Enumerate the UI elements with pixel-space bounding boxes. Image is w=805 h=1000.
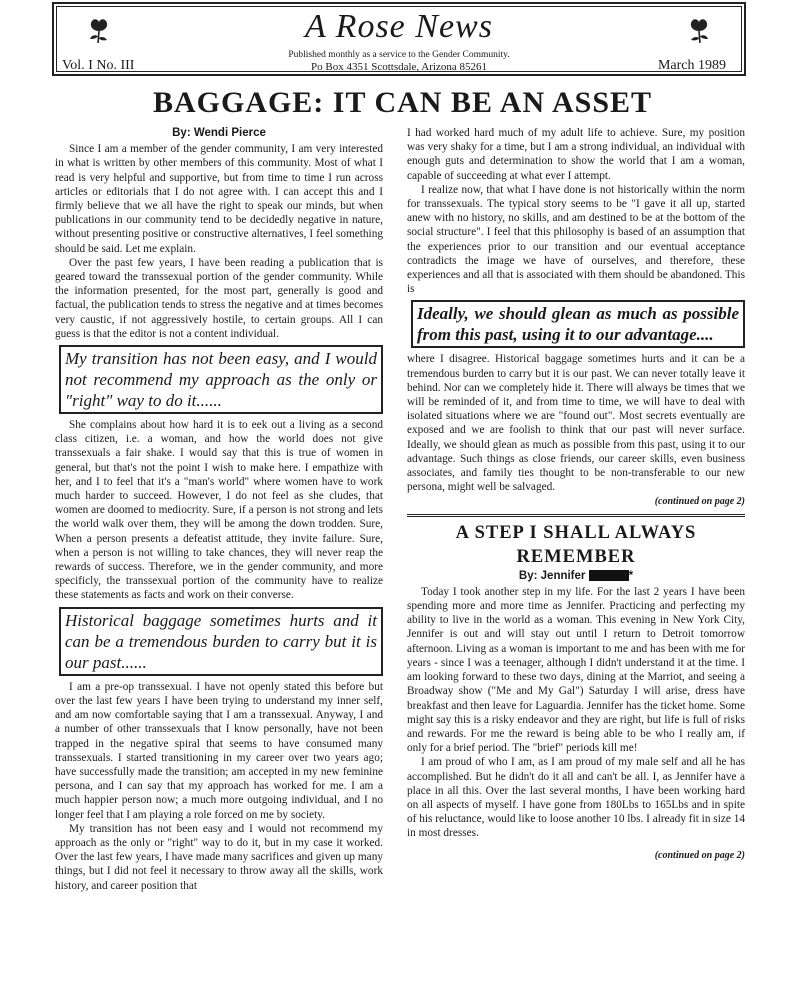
masthead-tagline: Published monthly as a service to the Gender Community.: [288, 50, 510, 60]
article-headline-line2: REMEMBER: [516, 546, 636, 567]
volume-number: Vol. I No. III: [62, 58, 135, 73]
pull-quote: Historical baggage sometimes hurts and it can be a tremendous burden to carry but it is our past......: [59, 607, 383, 676]
byline-text: By: Jennifer: [518, 569, 586, 582]
byline-asterisk: *: [628, 569, 634, 582]
article-byline: By: Wendi Pierce: [172, 127, 266, 139]
column-right: [407, 126, 745, 863]
article-paragraph: She complains about how hard it is to eek out a living as a second class citizen, i.e. a woman, and how the world does not give transsexuals a fair shake. I would say that this is true of women in general, but that's not the point I wish to make here. I empathize with her, and I to feel that it's a "man's world" where women have to work much harder to succeed. However, I do not feel as she cludes, that women are doomed to mediocrity. Sure, if a person is not strong and lets the world walk over them, they will be among the down trodden. Sure, When a person presents a defeatist attitude, they invite failure. Sure, when a person is not willing to take chances, they will never reap the rewards of success. Therefore, we in the gender community, and more specificly, the transsexual portion of the community have to realize these statements as facts and work on their converse.: [55, 419, 383, 602]
section-divider: [407, 514, 745, 517]
article-paragraph: I am proud of who I am, as I am proud of my male self and all he has accomplished. But he didn't do it all and can't be all. I, as Jennifer have a place in all this. Over the last several months, I have been working hard on all aspects of myself. I have gone from 180Lbs to 165Lbs and in spite of his reluctance, would like to loose another 10 lbs. I already fit in size 14 in most dresses.: [407, 756, 745, 840]
newsletter-title: A Rose News: [305, 8, 493, 45]
article-paragraph: My transition has not been easy and I would not recommend my approach as the only or "right" way to do it, but in my case it worked. Over the last few years, I have made many sacrifices and given up many things, but I did not feel it necessary to throw away all the skills, work history, and career position that: [55, 822, 383, 892]
article-paragraph: Over the past few years, I have been reading a publication that is geared toward the transsexual portion of the gender community. While the information presented, for the most part, generally is good and factual, the publication tends to stress the negative and at times becomes very caustic, if not aggressively hostile, to certain groups. All I can guess is that the editor is not a content individual.: [55, 256, 383, 340]
redaction-bar: [589, 570, 629, 581]
article-paragraph: Today I took another step in my life. For the last 2 years I have been spending more and more time as Jennifer. Practicing and perfecting my ability to live in the world as a woman. This evening in New York City, Jennifer is out and will stay out until I return to Detroit tomorrow afternoon. Living as a woman is important to me and has been with me for years - since I was a teenager, although I didn't understand it at the time. I am looking forward to these two days, dining at the Marriot, and seeing a Broadway show ("Me and My Gal") Saturday I will arise, dress have breakfast and then leave for Laguardia. Jennifer has the ticket home. Some might say this is a risky endeavor and they are right, but life is full of risks and rewards. For me the reward is being able to be who I really am, if only for a brief period. The "brief" periods kill me!: [407, 585, 745, 755]
article-paragraph: I realize now, that what I have done is not historically within the norm for transsexuals. The typical story seems to be "I gave it all up, started anew with no history, no skills, and am destined to be at the bottom of the social structure". I feel that this philosophy is based of an assumption that the experiences prior to our transition and our eventual acceptance contradicts the image we have of ourselves, and therefore, these experiences and all that is associated with them should be abandoned. This is: [407, 183, 745, 296]
pull-quote: My transition has not been easy, and I would not recommend my approach as the only or "right" way to do it......: [59, 345, 383, 414]
continued-note: (continued on page 2): [654, 849, 745, 861]
continued-note: (continued on page 2): [654, 496, 745, 508]
article-paragraph: I am a pre-op transsexual. I have not openly stated this before but over the last few years I have been trying to understand my inner self, and am now comfortable saying that I am a transsexual. Anyway, I and a number of other transsexuals that I know personally, have not been trapped in the negative spiral that seems to have consumed many transsexuals. I started transitioning in my career over two years ago; have successfully made the transition; am accepted in my new feminine persona, and I can say that my approach has worked for me. I am a much happier person now; a much more outgoing individual, and I no longer feel that I am playing a role forced on me by society.: [55, 680, 383, 821]
pull-quote: Ideally, we should glean as much as possible from this past, using it to our advantage....: [411, 300, 745, 348]
masthead-address: Po Box 4351 Scottsdale, Arizona 85261: [311, 61, 487, 73]
article-byline: [407, 569, 745, 583]
article-paragraph: where I disagree. Historical baggage sometimes hurts and it can be a tremendous burden to carry but it is our past. We can never totally leave it behind. Nor can we completely hide it. There will always be times that we will be reminded of it, and from time to time, we will have to deal with isolated situations where we are "found out". Most secrets eventually are exposed and we are foolish to think that our past will never surface. Ideally, we should glean as much as possible from this past, using it to our advantage. Such things as close friends, our career skills, even business associates, and family ties thought to be non-transferable to our new persona, might well be salvaged.: [407, 353, 745, 494]
issue-date: March 1989: [657, 58, 726, 73]
masthead: [52, 2, 746, 76]
column-left: [55, 126, 383, 893]
article-headline: BAGGAGE: IT CAN BE AN ASSET: [152, 86, 653, 119]
article-paragraph: I had worked hard much of my adult life to achieve. Sure, my position was very shaky for a time, but I am a strong individual, an individual with enough guts and determination to show the world that I am a woman, capable of succeeding at what ever I attempt.: [407, 127, 745, 182]
article-paragraph: Since I am a member of the gender community, I am very interested in what is written by other members of this community. Most of what I read is very helpful and supportive, but from time to time I run across articles or editorials that I do not agree with. I can accept this and I firmly believe that we all have the right to speak our minds, but when publications in our community tend to be decidedly negative in nature, without presenting positive or constructive alternatives, I feel something should be said. Let me explain.: [55, 143, 383, 255]
article-headline-line1: A STEP I SHALL ALWAYS: [455, 522, 697, 543]
